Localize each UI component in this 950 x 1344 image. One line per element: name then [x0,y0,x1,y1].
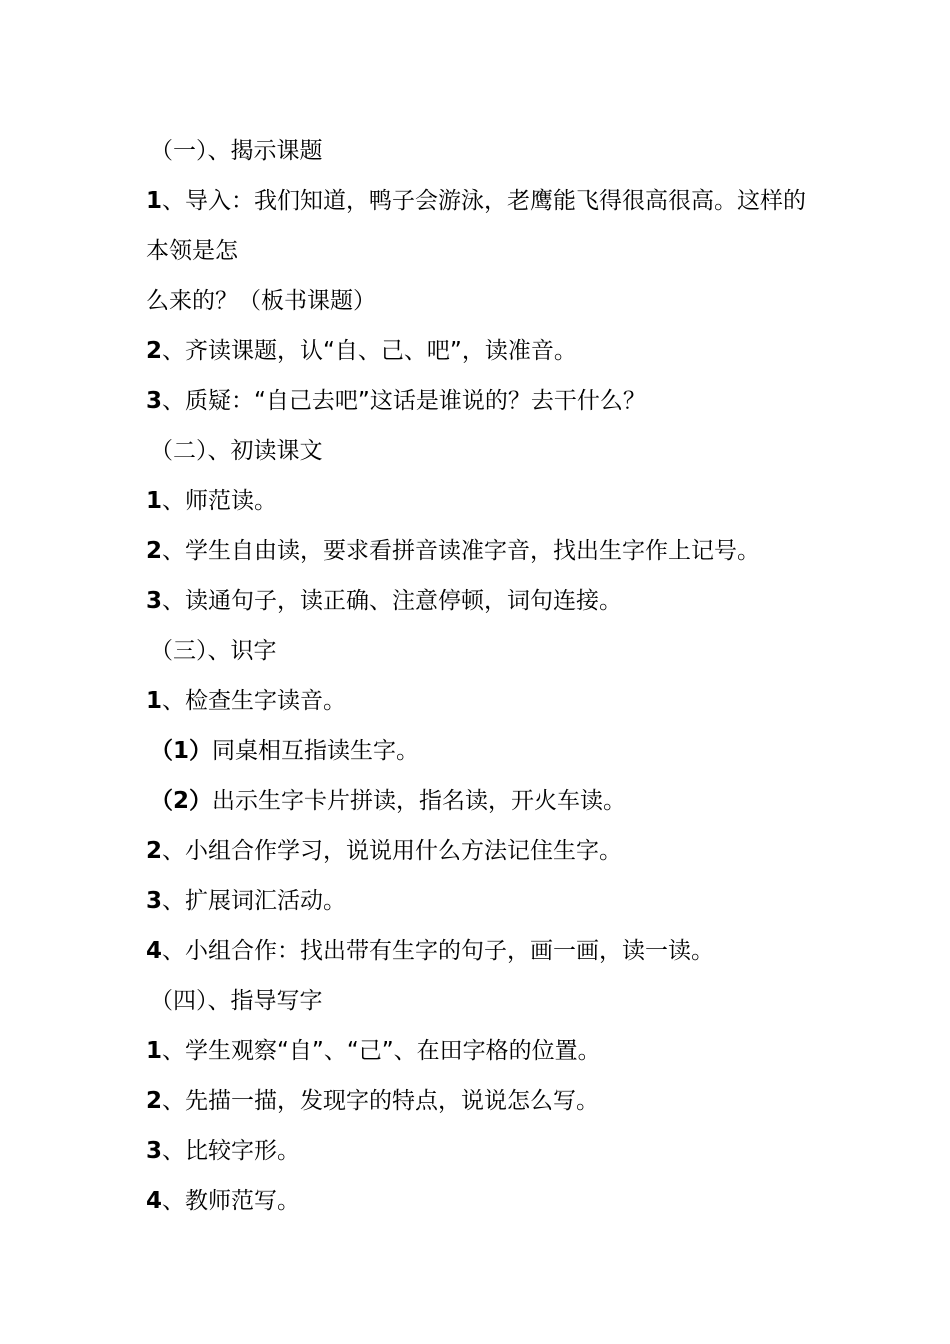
line-text: 、读通句子，读正确、注意停顿，词句连接。 [162,588,623,614]
line-text: 、齐读课题，认“自、己、吧”，读准音。 [162,338,577,364]
list-item [146,1026,816,1076]
section-heading-2 [150,426,816,476]
list-item [146,876,816,926]
line-text: 、检查生字读音。 [162,688,347,714]
section-heading-4 [150,976,816,1026]
list-item-continuation [146,276,816,326]
item-number: 4 [146,938,163,964]
line-text: 、质疑：“自己去吧”这话是谁说的？去干什么？ [162,388,646,414]
document-body [146,126,816,1226]
item-number: 3 [146,888,163,914]
list-item [146,676,816,726]
sub-item-number: （2） [150,788,213,814]
line-text: 同桌相互指读生字。 [212,738,420,764]
list-item [146,1126,816,1176]
item-number: 1 [146,688,163,714]
item-number: 1 [146,1038,163,1064]
line-text: （一）、揭示课题 [150,138,323,164]
sub-item-number: （1） [150,738,213,764]
item-number: 2 [146,1088,163,1114]
line-text: 、比较字形。 [162,1138,301,1164]
item-number: 2 [146,838,163,864]
item-number: 2 [146,538,163,564]
line-text: 、教师范写。 [162,1188,301,1214]
line-text: 、先描一描，发现字的特点，说说怎么写。 [162,1088,600,1114]
line-text: （二）、初读课文 [150,438,323,464]
line-text: 出示生字卡片拼读，指名读，开火车读。 [212,788,627,814]
line-text: 、小组合作学习，说说用什么方法记住生字。 [162,838,623,864]
sub-item [150,776,816,826]
item-number: 4 [146,1188,163,1214]
item-number: 1 [146,188,163,214]
line-text: （四）、指导写字 [150,988,323,1014]
line-text: 、小组合作：找出带有生字的句子，画一画，读一读。 [162,938,715,964]
line-text: 、扩展词汇活动。 [162,888,347,914]
list-item-intro [146,176,816,276]
list-item [146,326,816,376]
list-item [146,476,816,526]
item-number: 3 [146,588,163,614]
list-item [146,1076,816,1126]
item-number: 3 [146,1138,163,1164]
section-heading-3 [150,626,816,676]
list-item [146,926,816,976]
sub-item [150,726,816,776]
item-number: 3 [146,388,163,414]
line-text: 、学生自由读，要求看拼音读准字音，找出生字作上记号。 [162,538,761,564]
list-item [146,526,816,576]
line-text: 、师范读。 [162,488,278,514]
line-text: 、导入：我们知道，鸭子会游泳，老鹰能飞得很高很高。这样的本领是怎 [146,188,807,264]
list-item [146,1176,816,1226]
item-number: 1 [146,488,163,514]
line-text: 、学生观察“自”、“己”、在田字格的位置。 [162,1038,601,1064]
item-number: 2 [146,338,163,364]
section-heading-1 [150,126,816,176]
line-text: 么来的？（板书课题） [146,288,376,314]
line-text: （三）、识字 [150,638,277,664]
list-item [146,376,816,426]
list-item [146,826,816,876]
list-item [146,576,816,626]
